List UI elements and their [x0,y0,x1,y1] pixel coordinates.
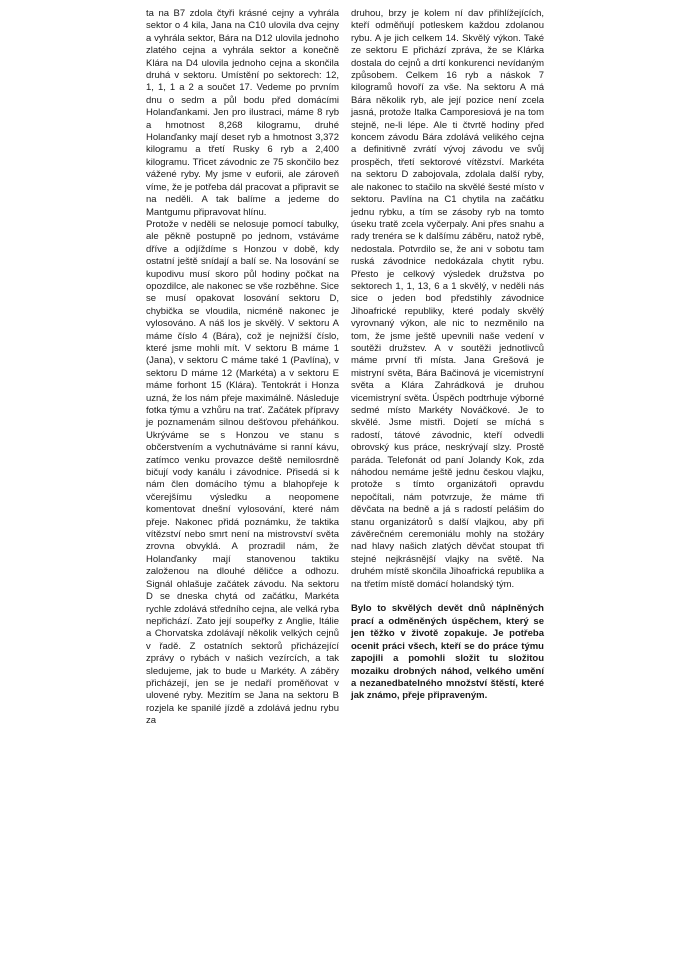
article-column-right [351,8,544,703]
closing-paragraph: Bylo to skvělých devět dnů náplněných prací a odměněných úspěchem, který se jen těžko v životě zopakuje. Je potřeba ocenit práci všech, kteří se do práce týmu zapojili a pomohli složit tu složitou mozaiku drobných náhod, velkého umění a nezanedbatelného množství štěstí, které jak známo, přeje připraveným. [351,603,544,702]
paragraph: Protože v neděli se nelosuje pomocí tabulky, ale pěkně postupně po jednom, vstáváme dříve a odjíždíme s Honzou v době, kdy ostatní ještě snídají a balí se. Na losování se kupodivu musí skoro půl hodiny počkat na opozdilce, ale nakonec se vše rozběhne. Sice se musí opakovat losování sektoru D, chybička se vloudila, nicméně nakonec je vylosováno. A náš los je skvělý. V sektoru A máme číslo 4 (Bára), což je nejnižší číslo, které jsme mohli mít. V sektoru B máme 1 (Jana), v sektoru C máme také 1 (Pavlína), v sektoru D máme 12 (Markéta) a v sektoru E máme forhont 15 (Klára). Tentokrát i Honza uzná, že los nám přeje maximálně. Následuje fotka týmu a vzhůru na trať. Začátek přípravy je poznamenám silnou dešťovou přeháňkou. Ukrýváme se s Honzou ve stanu s občerstvením a vychutnáváme si ranní kávu, zatímco venku provazce deště nemilosrdně bičují vody kanálu i závodnice. Přisedá si k nám člen domácího týmu a blahopřeje k včerejšímu výsledku a neopomene komentovat dnešní vylosování, které nám přeje. Nakonec přidá poznámku, že taktika vítězství nebo smrt není na mistrovství světa zrovna obvyklá. A prozradil nám, že Holanďanky mají stanovenou taktiku založenou na dlouhé děličce a odhozu. Signál ohlašuje začátek závodu. Na sektoru D se dneska chytá od začátku, Markéta rychle zdolává středního cejna, ale velká ryba nepřichází. Zato její soupeřky z Anglie, Itálie a Chorvatska zdolávají několik velkých cejnů v řadě. Z ostatních sektorů přicházející zprávy o rybách v našich vezírcích, a tak sledujeme, jak to bude u Markéty. A záběry přicházejí, jen se je nedaří proměňovat v ulovené ryby. Mezitím se Jana na sektoru B rozjela ke spanilé jízdě a zdolává jednu rybu za [146,218,339,727]
paragraph: ta na B7 zdola čtyři krásné cejny a vyhrála sektor o 4 kila, Jana na C10 ulovila dva cejny a vyhrála sektor, Bára na D12 ulovila jednoho zlatého cejna a vyhrála sektor a konečně Klára na D4 ulovila jednoho cejna a skončila druhá v sektoru. Umístění po sektorech: 12, 1, 1, 1 a 2 a součet 17. Vedeme po prvním dnu o sedm a půl bodu před domácími Holanďankami. Jen pro ilustraci, máme 8 ryb a hmotnost 8,268 kilogramu, druhé Holanďanky mají deset ryb a hmotnost 3,372 kilogramu a třetí Rusky 6 ryb a 2,400 kilogramu. Třicet závodnic ze 75 skončilo bez vážené ryby. My jsme v euforii, ale zároveň víme, že je potřeba dál pracovat a připravit se na neděli. A tak balíme a jedeme do Mantgumu připravovat hlínu. [146,8,339,218]
article-column-left [146,8,339,728]
paragraph: druhou, brzy je kolem ní dav přihlížejících, kteří odměňují potleskem každou zdolanou rybu. A je jich celkem 14. Skvělý výkon. Také ze sektoru E přichází zpráva, že se Klárka dostala do cejnů a drtí konkurenci nevídaným způsobem. Celkem 16 ryb a náskok 7 kilogramů hovoří za vše. Na sektoru A má Bára několik ryb, ale její pozice není zcela jasná, protože Italka Camporesiová je na tom stejně, ne-li lépe. Ale ti čtvrtě hodiny před koncem závodu Bára zdolává velikého cejna a definitivně zvrátí vývoj závodu ve svůj prospěch, třetí sektorové vítězství. Markéta na sektoru D zabojovala, zdolala další ryby, ale nakonec to stačilo na skvělé šesté místo v sektoru. Pavlína na C1 chytila na začátku jednu rybku, a tím se zásoby ryb na tomto úseku tratě zcela vyčerpaly. Ani přes snahu a rady trenéra se k dalšímu záběru, natož rybě, nedostala. Potvrdilo se, že ani v sobotu tam ruská závodnice nedokázala chytit rybu. Přesto je celkový výsledek družstva po sektorech 1, 1, 13, 6 a 1 skvělý, v neděli nás sice o jeden bod předstihly závodnice Jihoafrické republiky, které podaly skvělý vyrovnaný výkon, ale nic to nezměnilo na tom, že jsme ještě upevnili naše vedení v soutěži družstev. A v soutěži jednotlivců máme první tři místa. Jana Grešová je mistryní světa, Bára Bačinová je vicemistryní světa a Klára Zahrádková je druhou vicemistryní světa. Úspěch podtrhuje výborné sedmé místo Markéty Nováčkové. Je to skvělé. Jsme mistři. Dojetí se míchá s radostí, tátové závodnic, kteří odvedli obrovský kus práce, neskrývají slzy. Prostě paráda. Telefonát od paní Jolandy Kok, zda náhodou nemáme ještě jednu českou vlajku, protože s tímto organizátoři opravdu nepočítali, nám potvrzuje, že máme tři děvčata na bedně a já s radostí pelášim do stanu organizátorů s další vlajkou, aby při závěrečném ceremoniálu mohly na stožáry nad hlavy našich zlatých děvčat stoupat tři stejné nejkrásnější vlajky na světě. Na druhém místě skončila Jihoafrická republika a na třetím místě domácí holandský tým. [351,8,544,590]
